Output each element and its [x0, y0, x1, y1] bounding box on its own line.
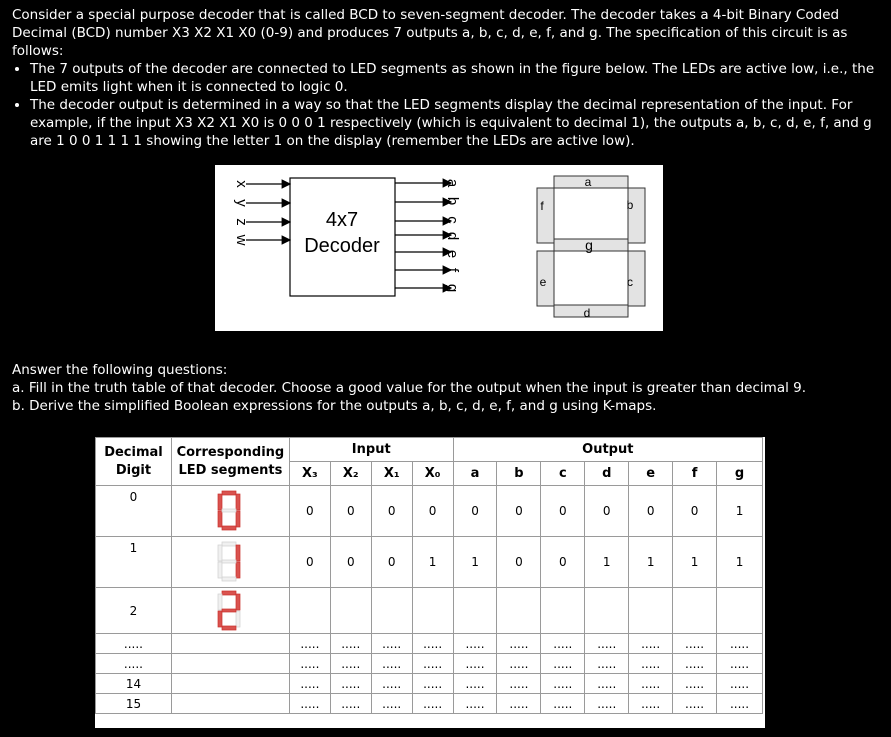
- table-row: [96, 654, 763, 674]
- output-cell: .....: [585, 694, 629, 714]
- output-cell: 0: [629, 486, 673, 537]
- output-cell: .....: [453, 694, 497, 714]
- output-arrows: [395, 183, 451, 288]
- table-header-row-1: [96, 438, 763, 462]
- output-cell: 1: [717, 486, 763, 537]
- segment-label-b: b: [626, 198, 634, 212]
- output-cell: 0: [541, 486, 585, 537]
- output-cell: 0: [541, 537, 585, 588]
- segment-label-f: f: [540, 199, 544, 213]
- input-cell: .....: [289, 654, 330, 674]
- output-cell: .....: [629, 674, 673, 694]
- seven-segment-icon: [217, 541, 243, 583]
- output-cell: 0: [673, 486, 717, 537]
- input-cell: 0: [289, 486, 330, 537]
- input-cell: .....: [371, 674, 412, 694]
- output-cell: [541, 588, 585, 634]
- table-row: [96, 537, 763, 588]
- output-cell: .....: [717, 634, 763, 654]
- output-cell: .....: [497, 674, 541, 694]
- input-cell: 0: [371, 537, 412, 588]
- intro-text: [12, 6, 878, 150]
- input-cell: .....: [412, 674, 453, 694]
- output-cell: .....: [673, 674, 717, 694]
- table-row: [96, 634, 763, 654]
- output-cell: .....: [629, 654, 673, 674]
- output-cell: .....: [673, 634, 717, 654]
- col-c: c: [541, 462, 585, 486]
- col-f: f: [673, 462, 717, 486]
- input-cell: .....: [330, 634, 371, 654]
- output-cell: .....: [673, 654, 717, 674]
- table-row: [96, 588, 763, 634]
- digit-cell: 14: [96, 674, 172, 694]
- seven-segment-icon: [217, 490, 243, 532]
- col-x1: X₁: [371, 462, 412, 486]
- truth-table: [95, 437, 763, 714]
- output-cell: [453, 588, 497, 634]
- spec-bullet-2: • The decoder output is determined in a way so that the LED segments display the decimal representation of the input. For example, if the input X3 X2 X1 X0 is 0 0 0 1 respectively (which is equivalent to decimal 1), the outputs a, b, c, d, e, f, and g are 1 0 0 1 1 1 1 showing the letter 1 on the display (remember the LEDs are active low).: [30, 96, 878, 150]
- output-cell: .....: [717, 674, 763, 694]
- col-g: g: [717, 462, 763, 486]
- col-e: e: [629, 462, 673, 486]
- output-cell: .....: [541, 694, 585, 714]
- segment-label-d: d: [583, 306, 591, 320]
- segment-cell: [171, 486, 289, 537]
- input-cell: .....: [412, 654, 453, 674]
- question-a: a. Fill in the truth table of that decoder. Choose a good value for the output when the input is greater than decimal 9.: [12, 380, 807, 396]
- output-label-f: f: [444, 267, 462, 273]
- decimal-header: [96, 438, 172, 486]
- input-cell: [330, 588, 371, 634]
- input-cell: .....: [330, 654, 371, 674]
- segment-cell: [171, 654, 289, 674]
- input-cell: .....: [289, 694, 330, 714]
- output-cell: 1: [585, 537, 629, 588]
- output-header: Output: [453, 438, 762, 462]
- output-cell: .....: [497, 634, 541, 654]
- input-arrows: [246, 184, 290, 240]
- col-a: a: [453, 462, 497, 486]
- digit-cell: .....: [96, 634, 172, 654]
- input-label-x: x: [233, 180, 251, 188]
- output-cell: [585, 588, 629, 634]
- input-cell: 0: [412, 486, 453, 537]
- output-cell: .....: [673, 694, 717, 714]
- col-d: d: [585, 462, 629, 486]
- col-x3: X₃: [289, 462, 330, 486]
- segment-cell: [171, 537, 289, 588]
- output-label-d: d: [444, 231, 462, 241]
- table-row: [96, 486, 763, 537]
- output-cell: 0: [497, 537, 541, 588]
- segments-header-line-2: LED segments: [178, 462, 283, 478]
- decoder-figure: [215, 165, 663, 331]
- decoder-label-top: 4x7: [325, 209, 359, 231]
- digit-cell: 1: [96, 537, 172, 588]
- output-cell: .....: [541, 674, 585, 694]
- questions: [12, 361, 878, 415]
- output-cell: .....: [453, 634, 497, 654]
- input-cell: .....: [289, 634, 330, 654]
- input-cell: 0: [330, 486, 371, 537]
- input-cell: .....: [412, 634, 453, 654]
- output-label-g: g: [444, 283, 462, 293]
- col-x0: X₀: [412, 462, 453, 486]
- output-cell: 0: [453, 486, 497, 537]
- decimal-header-line-1: Decimal: [104, 444, 163, 460]
- input-cell: 0: [289, 537, 330, 588]
- output-cell: .....: [629, 694, 673, 714]
- segment-d: [554, 305, 628, 317]
- output-cell: .....: [717, 694, 763, 714]
- segments-header: [171, 438, 289, 486]
- seven-segment-icon: [217, 590, 243, 632]
- table-row: [96, 694, 763, 714]
- digit-cell: .....: [96, 654, 172, 674]
- input-cell: [289, 588, 330, 634]
- input-label-y: y: [233, 199, 251, 207]
- input-cell: .....: [412, 694, 453, 714]
- decimal-header-line-2: Digit: [115, 462, 152, 478]
- output-cell: 0: [585, 486, 629, 537]
- digit-cell: 2: [96, 588, 172, 634]
- segments-header-line-1: Corresponding: [176, 444, 285, 460]
- output-label-b: b: [444, 196, 462, 206]
- output-cell: .....: [585, 634, 629, 654]
- output-cell: .....: [717, 654, 763, 674]
- input-cell: .....: [330, 674, 371, 694]
- output-cell: .....: [585, 674, 629, 694]
- output-cell: .....: [585, 654, 629, 674]
- output-cell: .....: [541, 634, 585, 654]
- intro-paragraph: Consider a special purpose decoder that is called BCD to seven-segment decoder. The decoder takes a 4-bit Binary Coded Decimal (BCD) number X3 X2 X1 X0 (0-9) and produces 7 outputs a, b, c, d, e, f, and g. The specification of this circuit is as follows:: [12, 7, 848, 59]
- output-cell: .....: [497, 694, 541, 714]
- segment-label-a: a: [584, 175, 592, 189]
- input-label-w: w: [233, 234, 251, 246]
- segment-cell: [171, 588, 289, 634]
- output-cell: 1: [717, 537, 763, 588]
- input-label-z: z: [233, 218, 251, 226]
- question-b: b. Derive the simplified Boolean expressions for the outputs a, b, c, d, e, f, and g using K-maps.: [12, 398, 657, 414]
- segment-b: [628, 188, 645, 243]
- segment-cell: [171, 694, 289, 714]
- input-header: Input: [289, 438, 453, 462]
- col-x2: X₂: [330, 462, 371, 486]
- input-cell: .....: [289, 674, 330, 694]
- output-cell: 1: [453, 537, 497, 588]
- output-cell: .....: [497, 654, 541, 674]
- segment-label-g: g: [585, 237, 593, 253]
- output-cell: 0: [497, 486, 541, 537]
- digit-cell: 15: [96, 694, 172, 714]
- spec-bullet-1: • The 7 outputs of the decoder are connected to LED segments as shown in the figure below. The LEDs are active low, i.e., the LED emits light when it is connected to logic 0.: [30, 60, 878, 96]
- digit-cell: 0: [96, 486, 172, 537]
- segment-label-e: e: [539, 275, 547, 289]
- truth-table-wrap: [95, 437, 765, 728]
- output-cell: .....: [453, 654, 497, 674]
- questions-heading: Answer the following questions:: [12, 362, 228, 378]
- input-cell: [371, 588, 412, 634]
- input-cell: .....: [371, 694, 412, 714]
- output-label-a: a: [444, 178, 462, 188]
- output-cell: 1: [673, 537, 717, 588]
- col-b: b: [497, 462, 541, 486]
- output-cell: [629, 588, 673, 634]
- output-cell: .....: [453, 674, 497, 694]
- segment-cell: [171, 634, 289, 654]
- output-cell: 1: [629, 537, 673, 588]
- output-label-c: c: [444, 216, 462, 224]
- output-cell: [497, 588, 541, 634]
- input-cell: 0: [371, 486, 412, 537]
- output-label-e: e: [444, 249, 462, 259]
- input-cell: [412, 588, 453, 634]
- input-cell: .....: [371, 634, 412, 654]
- decoder-label-bottom: Decoder: [304, 235, 380, 257]
- table-row: [96, 674, 763, 694]
- output-cell: .....: [541, 654, 585, 674]
- input-cell: .....: [371, 654, 412, 674]
- input-cell: 1: [412, 537, 453, 588]
- output-cell: [673, 588, 717, 634]
- output-cell: .....: [629, 634, 673, 654]
- output-cell: [717, 588, 763, 634]
- figure-svg: [215, 165, 663, 331]
- segment-cell: [171, 674, 289, 694]
- input-cell: .....: [330, 694, 371, 714]
- segment-label-c: c: [627, 275, 633, 289]
- spec-list: [12, 60, 878, 150]
- input-cell: 0: [330, 537, 371, 588]
- segment-f: [537, 188, 554, 243]
